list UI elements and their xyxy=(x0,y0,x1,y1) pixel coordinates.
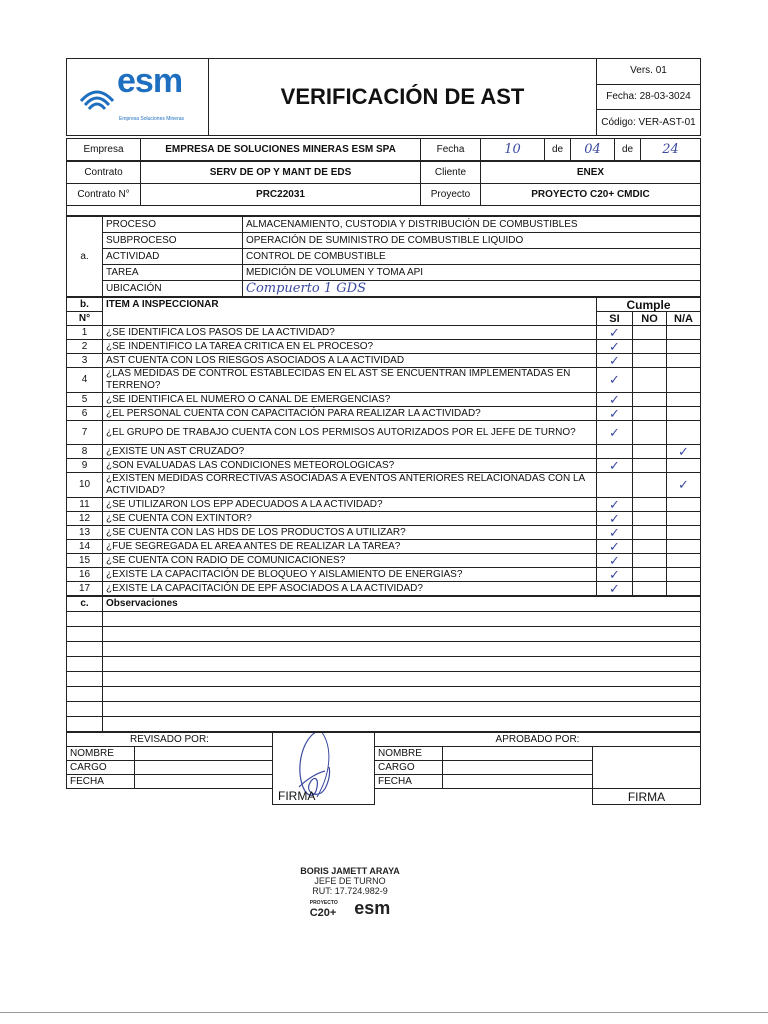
stamp-proyecto: PROYECTO xyxy=(309,900,338,906)
observation-line[interactable] xyxy=(103,717,701,732)
checkbox-no[interactable] xyxy=(633,368,667,393)
table-row xyxy=(67,473,701,498)
checkbox-si[interactable]: ✓ xyxy=(597,512,633,526)
item-number: 2 xyxy=(67,340,103,354)
section-c-table xyxy=(66,596,701,732)
firma-label-right: FIRMA xyxy=(593,789,701,805)
item-number: 16 xyxy=(67,568,103,582)
checkbox-no[interactable] xyxy=(633,582,667,596)
item-text: ¿EXISTE UN AST CRUZADO? xyxy=(103,445,597,459)
checkbox-si[interactable] xyxy=(597,473,633,498)
checkbox-na[interactable] xyxy=(667,459,701,473)
section-b-letter: b. xyxy=(67,298,103,312)
checkbox-no[interactable] xyxy=(633,568,667,582)
cumple-header: Cumple xyxy=(597,298,701,312)
item-number: 12 xyxy=(67,512,103,526)
item-text: ¿SE CUENTA CON RADIO DE COMUNICACIONES? xyxy=(103,554,597,568)
item-text: ¿SE CUENTA CON LAS HDS DE LOS PRODUCTOS A UTILIZAR? xyxy=(103,526,597,540)
checkbox-si[interactable]: ✓ xyxy=(597,526,633,540)
info-table xyxy=(66,138,701,161)
checkbox-no[interactable] xyxy=(633,340,667,354)
cargo-field-left[interactable] xyxy=(135,761,273,775)
item-number: 14 xyxy=(67,540,103,554)
signature-table xyxy=(66,732,701,805)
item-number: 6 xyxy=(67,407,103,421)
checkbox-no[interactable] xyxy=(633,459,667,473)
table-row xyxy=(67,498,701,512)
no-header: NO xyxy=(633,312,667,326)
contract-table xyxy=(66,161,701,216)
checkbox-si[interactable]: ✓ xyxy=(597,421,633,445)
checkbox-na[interactable] xyxy=(667,393,701,407)
observation-line[interactable] xyxy=(103,687,701,702)
fecha-month: 04 xyxy=(571,139,615,161)
header-table xyxy=(66,58,701,136)
checkbox-si[interactable]: ✓ xyxy=(597,568,633,582)
observation-line[interactable] xyxy=(103,657,701,672)
checkbox-na[interactable] xyxy=(667,498,701,512)
fecha-field-left[interactable] xyxy=(135,775,273,789)
item-text: ¿SON EVALUADAS LAS CONDICIONES METEOROLOGICAS? xyxy=(103,459,597,473)
table-row xyxy=(67,340,701,354)
table-row xyxy=(67,568,701,582)
fecha-label-left: FECHA xyxy=(67,775,135,789)
empresa-label: Empresa xyxy=(67,139,141,161)
checkbox-no[interactable] xyxy=(633,498,667,512)
section-c-letter: c. xyxy=(67,597,103,612)
table-row xyxy=(67,407,701,421)
checkbox-na[interactable] xyxy=(667,421,701,445)
item-number: 3 xyxy=(67,354,103,368)
fecha-field-right[interactable] xyxy=(443,775,593,789)
section-a-table xyxy=(66,216,701,297)
checkbox-si[interactable]: ✓ xyxy=(597,582,633,596)
observation-line[interactable] xyxy=(103,672,701,687)
fecha-day: 10 xyxy=(481,139,545,161)
table-row xyxy=(67,368,701,393)
checkbox-no[interactable] xyxy=(633,326,667,340)
checkbox-no[interactable] xyxy=(633,407,667,421)
item-text: ¿SE IDENTIFICA LOS PASOS DE LA ACTIVIDAD? xyxy=(103,326,597,340)
document-date: Fecha: 28-03-3024 xyxy=(597,84,701,110)
revisado-por: REVISADO POR: xyxy=(67,733,273,747)
checkbox-si[interactable]: ✓ xyxy=(597,407,633,421)
nombre-field-right[interactable] xyxy=(443,747,593,761)
item-number: 5 xyxy=(67,393,103,407)
contrato-n-value: PRC22031 xyxy=(141,184,421,206)
checkbox-no[interactable] xyxy=(633,526,667,540)
checkbox-no[interactable] xyxy=(633,354,667,368)
checkbox-na[interactable] xyxy=(667,368,701,393)
checkbox-si[interactable]: ✓ xyxy=(597,368,633,393)
fecha-label: Fecha xyxy=(421,139,481,161)
checkbox-no[interactable] xyxy=(633,393,667,407)
item-number: 8 xyxy=(67,445,103,459)
table-row xyxy=(67,393,701,407)
checkbox-no[interactable] xyxy=(633,445,667,459)
item-number: 9 xyxy=(67,459,103,473)
stamp-name: BORIS JAMETT ARAYA xyxy=(300,866,400,876)
ubicacion-handwritten: Compuerto 1 GDS xyxy=(243,281,701,297)
checkbox-na[interactable]: ✓ xyxy=(667,473,701,498)
stamp-rut: RUT: 17.724.982-9 xyxy=(312,886,388,896)
table-row xyxy=(67,526,701,540)
section-a-label: ACTIVIDAD xyxy=(103,249,243,265)
checkbox-na[interactable] xyxy=(667,512,701,526)
table-row xyxy=(67,326,701,340)
checkbox-si[interactable]: ✓ xyxy=(597,393,633,407)
item-number: 4 xyxy=(67,368,103,393)
checkbox-na[interactable] xyxy=(667,582,701,596)
signature-box-right[interactable] xyxy=(593,747,701,789)
stamp xyxy=(270,866,430,918)
table-row xyxy=(67,540,701,554)
logo-subtitle: Empresa Soluciones Mineras xyxy=(119,116,185,122)
checkbox-si[interactable]: ✓ xyxy=(597,354,633,368)
document-code: Código: VER-AST-01 xyxy=(597,110,701,136)
cliente-label: Cliente xyxy=(421,162,481,184)
item-text: ¿SE CUENTA CON EXTINTOR? xyxy=(103,512,597,526)
checkbox-si[interactable]: ✓ xyxy=(597,540,633,554)
checkbox-si[interactable]: ✓ xyxy=(597,498,633,512)
checkbox-na[interactable] xyxy=(667,340,701,354)
stamp-esm-logo: esm xyxy=(354,898,391,918)
item-number: 10 xyxy=(67,473,103,498)
checkbox-si[interactable]: ✓ xyxy=(597,326,633,340)
checkbox-na[interactable] xyxy=(667,540,701,554)
item-number: 15 xyxy=(67,554,103,568)
checkbox-na[interactable] xyxy=(667,568,701,582)
item-text: ¿EL PERSONAL CUENTA CON CAPACITACIÓN PARA REALIZAR LA ACTIVIDAD? xyxy=(103,407,597,421)
section-b-title: ITEM A INSPECCIONAR xyxy=(103,298,597,312)
checkbox-na[interactable] xyxy=(667,554,701,568)
na-header: N/A xyxy=(667,312,701,326)
logo-text: esm xyxy=(117,62,183,100)
table-row xyxy=(67,512,701,526)
de-label-2: de xyxy=(615,139,641,161)
table-row xyxy=(67,421,701,445)
contrato-label: Contrato xyxy=(67,162,141,184)
logo xyxy=(67,59,209,136)
checkbox-na[interactable] xyxy=(667,326,701,340)
checkbox-no[interactable] xyxy=(633,473,667,498)
section-a-value: MEDICIÓN DE VOLUMEN Y TOMA API xyxy=(243,265,701,281)
item-number: 11 xyxy=(67,498,103,512)
checkbox-no[interactable] xyxy=(633,512,667,526)
fecha-year: 24 xyxy=(641,139,701,161)
section-a-value: ALMACENAMIENTO, CUSTODIA Y DISTRIBUCIÓN DE COMBUSTIBLES xyxy=(243,217,701,233)
checkbox-na[interactable] xyxy=(667,407,701,421)
table-row xyxy=(67,554,701,568)
stamp-c20: C20+ xyxy=(309,907,337,919)
item-number: 17 xyxy=(67,582,103,596)
section-a-label: TAREA xyxy=(103,265,243,281)
fecha-label-right: FECHA xyxy=(375,775,443,789)
checkbox-si[interactable]: ✓ xyxy=(597,340,633,354)
n-header: N° xyxy=(67,312,103,326)
observation-line[interactable] xyxy=(103,702,701,717)
item-text: ¿FUE SEGREGADA EL AREA ANTES DE REALIZAR LA TAREA? xyxy=(103,540,597,554)
item-number: 7 xyxy=(67,421,103,445)
observation-line[interactable] xyxy=(103,642,701,657)
esm-logo-icon xyxy=(77,77,117,113)
cliente-value: ENEX xyxy=(481,162,701,184)
form-sheet xyxy=(66,58,700,805)
item-text: ¿EXISTE LA CAPACITACIÓN DE BLOQUEO Y AISLAMIENTO DE ENERGIAS? xyxy=(103,568,597,582)
checkbox-na[interactable] xyxy=(667,526,701,540)
table-row xyxy=(67,354,701,368)
item-text: AST CUENTA CON LOS RIESGOS ASOCIADOS A LA ACTIVIDAD xyxy=(103,354,597,368)
section-a-label: PROCESO xyxy=(103,217,243,233)
page-title: VERIFICACIÓN DE AST xyxy=(209,59,597,136)
nombre-label-left: NOMBRE xyxy=(67,747,135,761)
cargo-label-left: CARGO xyxy=(67,761,135,775)
item-text: ¿SE UTILIZARON LOS EPP ADECUADOS A LA ACTIVIDAD? xyxy=(103,498,597,512)
nombre-label-right: NOMBRE xyxy=(375,747,443,761)
item-text: ¿SE IDENTIFICA EL NUMERO O CANAL DE EMERGENCIAS? xyxy=(103,393,597,407)
table-row xyxy=(67,582,701,596)
section-a-value: CONTROL DE COMBUSTIBLE xyxy=(243,249,701,265)
contrato-n-label: Contrato N° xyxy=(67,184,141,206)
proyecto-label: Proyecto xyxy=(421,184,481,206)
checkbox-si[interactable]: ✓ xyxy=(597,554,633,568)
si-header: SI xyxy=(597,312,633,326)
table-row xyxy=(67,445,701,459)
checkbox-si[interactable]: ✓ xyxy=(597,459,633,473)
checkbox-no[interactable] xyxy=(633,421,667,445)
stamp-role: JEFE DE TURNO xyxy=(314,876,386,886)
cargo-label-right: CARGO xyxy=(375,761,443,775)
observation-line[interactable] xyxy=(103,612,701,627)
contrato-value: SERV DE OP Y MANT DE EDS xyxy=(141,162,421,184)
checkbox-si[interactable] xyxy=(597,445,633,459)
item-text: ¿EL GRUPO DE TRABAJO CUENTA CON LOS PERMISOS AUTORIZADOS POR EL JEFE DE TURNO? xyxy=(103,421,597,445)
version-label: Vers. 01 xyxy=(597,59,701,85)
scan-edge-line xyxy=(0,1012,768,1013)
item-number: 1 xyxy=(67,326,103,340)
section-a-label: UBICACIÓN xyxy=(103,281,243,297)
empresa-value: EMPRESA DE SOLUCIONES MINERAS ESM SPA xyxy=(141,139,421,161)
aprobado-por: APROBADO POR: xyxy=(375,733,701,747)
checkbox-na[interactable] xyxy=(667,354,701,368)
checkbox-no[interactable] xyxy=(633,540,667,554)
nombre-field-left[interactable] xyxy=(135,747,273,761)
item-text: ¿EXISTEN MEDIDAS CORRECTIVAS ASOCIADAS A EVENTOS ANTERIORES RELACIONADAS CON LA ACTIVIDAD? xyxy=(103,473,597,498)
firma-label-left: FIRMA xyxy=(278,789,316,803)
section-b-table xyxy=(66,297,701,596)
item-text: ¿LAS MEDIDAS DE CONTROL ESTABLECIDAS EN EL AST SE ENCUENTRAN IMPLEMENTADAS EN TERRENO? xyxy=(103,368,597,393)
observaciones-title: Observaciones xyxy=(103,597,701,612)
proyecto-value: PROYECTO C20+ CMDIC xyxy=(481,184,701,206)
section-a-value: OPERACIÓN DE SUMINISTRO DE COMBUSTIBLE LIQUIDO xyxy=(243,233,701,249)
item-text: ¿SE INDENTIFICO LA TAREA CRITICA EN EL PROCESO? xyxy=(103,340,597,354)
checkbox-no[interactable] xyxy=(633,554,667,568)
item-text: ¿EXISTE LA CAPACITACIÓN DE EPF ASOCIADOS A LA ACTIVIDAD? xyxy=(103,582,597,596)
section-a-label: SUBPROCESO xyxy=(103,233,243,249)
item-number: 13 xyxy=(67,526,103,540)
de-label-1: de xyxy=(545,139,571,161)
cargo-field-right[interactable] xyxy=(443,761,593,775)
section-a-letter: a. xyxy=(67,217,103,297)
observation-line[interactable] xyxy=(103,627,701,642)
table-row xyxy=(67,459,701,473)
checkbox-na[interactable]: ✓ xyxy=(667,445,701,459)
